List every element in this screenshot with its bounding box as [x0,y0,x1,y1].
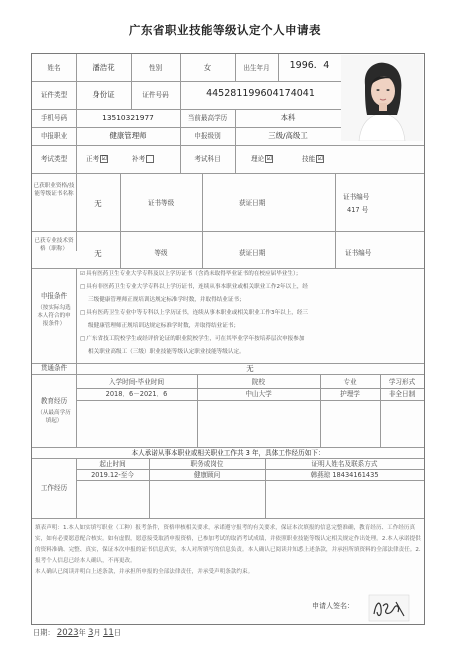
condition-text: 级健康管理师正规培训达规定标准学时数，并取得结业证书； [88,323,240,329]
regular-exam-label: 正考 [86,155,100,163]
birth-label: 出生年月 [243,64,270,72]
cert-number-label: 证书编号 [343,193,370,201]
handwritten-signature [368,594,410,622]
id-type-value: 身份证 [92,90,115,99]
condition-item [80,348,428,356]
level-value: 三级/高级工 [268,131,308,140]
edu-major-value: 护理学 [340,390,360,398]
date-year: 2023 [56,628,79,638]
occupation-label: 申报职业 [40,132,68,140]
work-header-position: 职务或岗位 [190,460,224,468]
edu-header-time: 入学时间-毕业时间 [108,378,165,386]
skill-label: 技能 [302,155,316,163]
occupation-value: 健康管理师 [109,131,147,140]
edu-header-major: 专业 [343,378,357,386]
work-commitment: 本人承诺从事本职业或相关职业工作共 3 年，具体工作经历如下： [131,449,325,457]
theory-checkbox[interactable]: ☑ [266,155,272,162]
date-day-unit: 日 [113,628,121,637]
education-level-value: 本科 [280,113,296,122]
makeup-exam-option[interactable] [132,155,154,164]
condition-text: 具有非医药卫生专业大学专科以上学历证书，连续从事本职业或相关职业工作2年以上，经 [86,284,309,290]
gender-value: 女 [203,63,212,72]
cert-name-value: 无 [94,199,102,208]
edu-header-mode: 学习形式 [388,378,416,386]
pathway-value: 无 [246,364,254,373]
date-label: 日期： [33,628,55,637]
portrait-image [341,55,423,141]
education-sublabel: （从最高学历填起） [37,410,71,425]
skill-checkbox[interactable]: ☑ [317,155,323,162]
condition-text: 具有医药卫生专业大学专科及以上学历证书（含尚未取得毕业证书的在校应届毕业生）； [86,271,302,277]
declaration-text [35,523,421,578]
phone-value: 13510321977 [102,113,154,122]
condition-checkbox[interactable]: ☑ [80,271,86,277]
application-form [31,53,425,625]
condition-text: 相关职业高级工（三级）职业技能等级认定职业技能等级认定。 [88,349,245,355]
date-day: 11 [102,628,114,638]
title-date-label: 获证日期 [239,249,266,257]
form-title: 广东省职业技能等级认定个人申请表 [129,23,321,37]
conditions-label: 申报条件 [40,292,68,300]
birth-value: 1996．4 [289,60,330,71]
regular-exam-option[interactable] [86,155,108,164]
level-label: 申报级别 [194,132,221,140]
date-year-unit: 年 [78,628,86,637]
applicant-photo [341,55,423,141]
condition-checkbox[interactable]: □ [80,310,86,316]
edu-time-value: 2018．6－2021．6 [105,390,168,398]
cert-number-value: 417 号 [347,206,369,214]
professional-title-value: 无 [94,249,102,258]
title-grade-label: 等级 [154,249,168,257]
edu-mode-value: 非全日制 [388,390,416,398]
condition-checkbox[interactable]: □ [80,336,86,342]
condition-text: 广东省技工院校学生或经评价论证的职业院校学生，可在其毕业学年按培养层次申报参加 [86,336,305,342]
makeup-exam-label: 补考 [132,155,146,163]
edu-header-school: 院校 [251,378,266,386]
id-type-label: 证件类型 [40,91,68,99]
theory-option[interactable] [251,155,273,164]
condition-item [80,335,420,343]
work-header-period: 起止时间 [99,460,126,468]
theory-label: 理论 [251,155,265,163]
conditions-sublabel: （按实际勾选本人符合的申报条件） [37,305,71,328]
phone-label: 手机号码 [40,114,68,122]
cert-grade-label: 证书等级 [147,199,175,207]
cert-date-label: 获证日期 [239,199,266,207]
name-value: 潘浩花 [92,63,115,72]
declaration-main: 填表声明：1.本人如实填写职业（工种）报考条件，资格审核相关要求，承诺遵守报考的有关要求，保证本次填报的信息完整准确，教育经历、工作经历真实，如有必要愿意配合核实。如有虚假，愿意接受取消申报资格，已参加考试的取消考试成绩，并依照职业技能等级认定相关规定作出处理。2.本人承诺提供的资料准确、完整、真实，保证本次申报的证书信息真实，本人对所填写的信息负责。本人确认已阅读并知悉上述条款，并承担所填资料的全部法律责任。2.报考个人信息已经本人确认，不再更改。 [35,525,421,564]
condition-item [80,270,420,278]
professional-title-label: 已获专业技术资格（职称） [34,238,74,253]
condition-item [80,283,420,291]
exam-subject-label: 考试科目 [194,155,221,163]
name-label: 姓名 [47,64,61,72]
date-month: 3 [88,628,94,638]
condition-item [80,309,420,317]
makeup-exam-checkbox[interactable] [146,155,154,163]
gender-label: 性别 [148,64,163,72]
education-label: 教育经历 [40,397,68,405]
condition-item [80,322,428,330]
education-level-label: 当前最高学历 [187,114,228,122]
condition-item [80,296,428,304]
cert-name-label: 已获职业资格/技能等级证书名称 [33,183,75,198]
condition-text: 三级健康管理师正规培训达规定标准学时数，并取得结业证书； [88,297,245,303]
condition-text: 具有医药卫生专业中等专科以上学历证书，连续从事本职业或相关职业工作3年以上，经三 [86,310,309,316]
id-number-label: 证件号码 [142,91,169,99]
exam-type-label: 考试类型 [40,155,68,163]
date-month-unit: 月 [93,628,101,637]
work-label: 工作经历 [40,484,68,492]
declaration-confirm: 本人确认已阅读并明白上述条款，并承担所申报的全部法律责任，并承受声明条款约束。 [35,569,254,575]
work-position-value: 健康顾问 [193,471,221,479]
pathway-label: 贯通条件 [40,364,68,372]
work-reference-value: 韩燕琼 18434161435 [310,471,379,479]
id-number-value: 445281199604174041 [206,88,315,99]
title-number-label: 证书编号 [345,249,372,257]
work-period-value: 2019.12-至今 [91,471,134,479]
edu-school-value: 中山大学 [245,390,272,398]
date-line [33,628,121,638]
regular-exam-checkbox[interactable]: ☑ [101,155,107,162]
condition-checkbox[interactable]: □ [80,284,86,290]
work-header-reference: 证明人姓名及联系方式 [311,460,378,468]
skill-option[interactable] [302,155,324,164]
signature-label: 申请人签名： [312,602,354,610]
